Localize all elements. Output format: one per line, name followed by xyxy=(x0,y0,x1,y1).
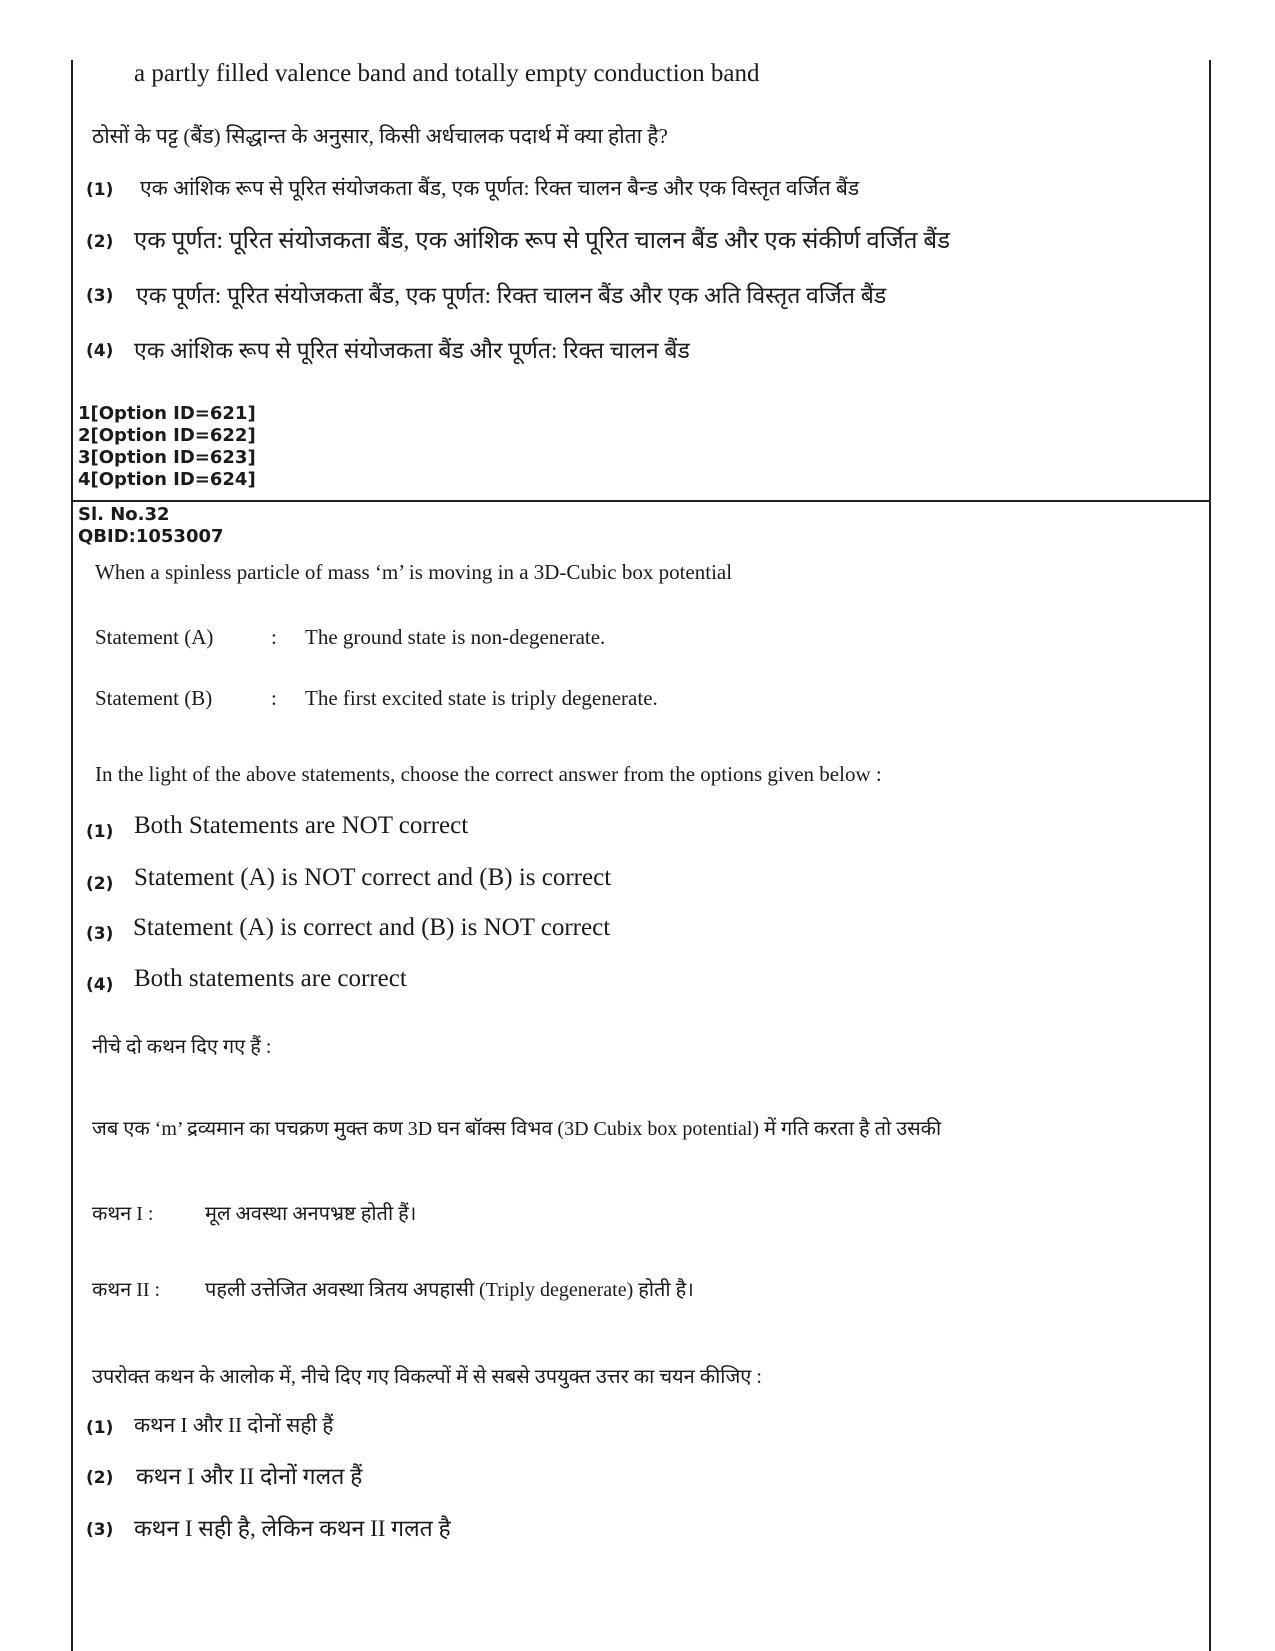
hindi-option-text: कथन I और II दोनों गलत हैं xyxy=(136,1464,363,1489)
prev-hindi-option-num: (2) xyxy=(86,232,114,252)
hindi-statement-label: कथन II : xyxy=(92,1279,161,1301)
hindi-option-text: कथन I और II दोनों सही हैं xyxy=(134,1413,334,1437)
hindi-option-text: कथन I सही है, लेकिन कथन II गलत है xyxy=(134,1516,451,1541)
option-num: (4) xyxy=(86,975,114,995)
hindi-intro: जब एक ‘m’ द्रव्यमान का पचक्रण मुक्त कण 3D घन बॉक्स विभव (3D Cubix box potential) में गति करता है तो उसकी xyxy=(92,1118,942,1140)
option-id-list xyxy=(78,403,256,491)
hindi-statement-text: मूल अवस्था अनपभ्रष्ट होती हैं। xyxy=(205,1203,417,1225)
option-id: 2[Option ID=622] xyxy=(78,425,256,446)
left-border xyxy=(71,60,73,1651)
option-id: 4[Option ID=624] xyxy=(78,469,256,490)
prev-hindi-question: ठोसों के पट्ट (बैंड) सिद्धान्त के अनुसार, किसी अर्धचालक पदार्थ में क्या होता है? xyxy=(92,124,668,148)
prev-hindi-option-num: (3) xyxy=(86,286,114,306)
prev-option-tail: a partly filled valence band and totally empty conduction band xyxy=(134,60,760,87)
prev-hindi-option-text: एक आंशिक रूप से पूरित संयोजकता बैंड, एक पूर्णत: रिक्त चालन बैन्ड और एक विस्तृत वर्जित बैंड xyxy=(140,176,860,200)
statement-text: The first excited state is triply degenerate. xyxy=(305,686,658,710)
question-prompt: In the light of the above statements, choose the correct answer from the options given below : xyxy=(95,762,882,786)
qbid: QBID:1053007 xyxy=(78,526,224,547)
option-num: (1) xyxy=(86,822,114,842)
prev-hindi-option-num: (4) xyxy=(86,341,114,361)
option-num: (3) xyxy=(86,924,114,944)
serial-number: Sl. No.32 xyxy=(78,504,170,525)
prev-hindi-option-num: (1) xyxy=(86,180,114,200)
option-text: Statement (A) is NOT correct and (B) is correct xyxy=(134,864,612,891)
option-num: (2) xyxy=(86,874,114,894)
option-text: Both Statements are NOT correct xyxy=(134,812,469,839)
question-intro: When a spinless particle of mass ‘m’ is moving in a 3D-Cubic box potential xyxy=(95,560,733,584)
prev-hindi-option-text: एक पूर्णत: पूरित संयोजकता बैंड, एक आंशिक रूप से पूरित चालन बैंड और एक संकीर्ण वर्जित बैंड xyxy=(134,228,950,254)
option-text: Both statements are correct xyxy=(134,965,407,992)
hindi-heading: नीचे दो कथन दिए गए हैं : xyxy=(92,1036,272,1058)
statement-label: Statement (B) xyxy=(95,686,213,710)
hindi-statement-label: कथन I : xyxy=(92,1203,154,1225)
statement-label: Statement (A) xyxy=(95,625,214,649)
hindi-statement-text: पहली उत्तेजित अवस्था त्रितय अपहासी (Triply degenerate) होती है। xyxy=(205,1279,694,1301)
statement-separator: : xyxy=(271,625,277,649)
hindi-option-num: (2) xyxy=(86,1468,114,1488)
hindi-prompt: उपरोक्त कथन के आलोक में, नीचे दिए गए विकल्पों में से सबसे उपयुक्त उत्तर का चयन कीजिए : xyxy=(92,1366,762,1388)
question-header xyxy=(78,504,224,548)
prev-hindi-option-text: एक आंशिक रूप से पूरित संयोजकता बैंड और पूर्णत: रिक्त चालन बैंड xyxy=(134,338,690,363)
statement-text: The ground state is non-degenerate. xyxy=(305,625,606,649)
option-text: Statement (A) is correct and (B) is NOT correct xyxy=(133,914,611,941)
option-id: 3[Option ID=623] xyxy=(78,447,256,468)
option-id: 1[Option ID=621] xyxy=(78,403,256,424)
prev-hindi-option-text: एक पूर्णत: पूरित संयोजकता बैंड, एक पूर्णत: रिक्त चालन बैंड और एक अति विस्तृत वर्जित बैंड xyxy=(136,283,887,308)
hindi-option-num: (1) xyxy=(86,1418,114,1438)
right-border xyxy=(1209,60,1211,1651)
statement-separator: : xyxy=(271,686,277,710)
hindi-option-num: (3) xyxy=(86,1520,114,1540)
question-divider xyxy=(71,500,1211,502)
